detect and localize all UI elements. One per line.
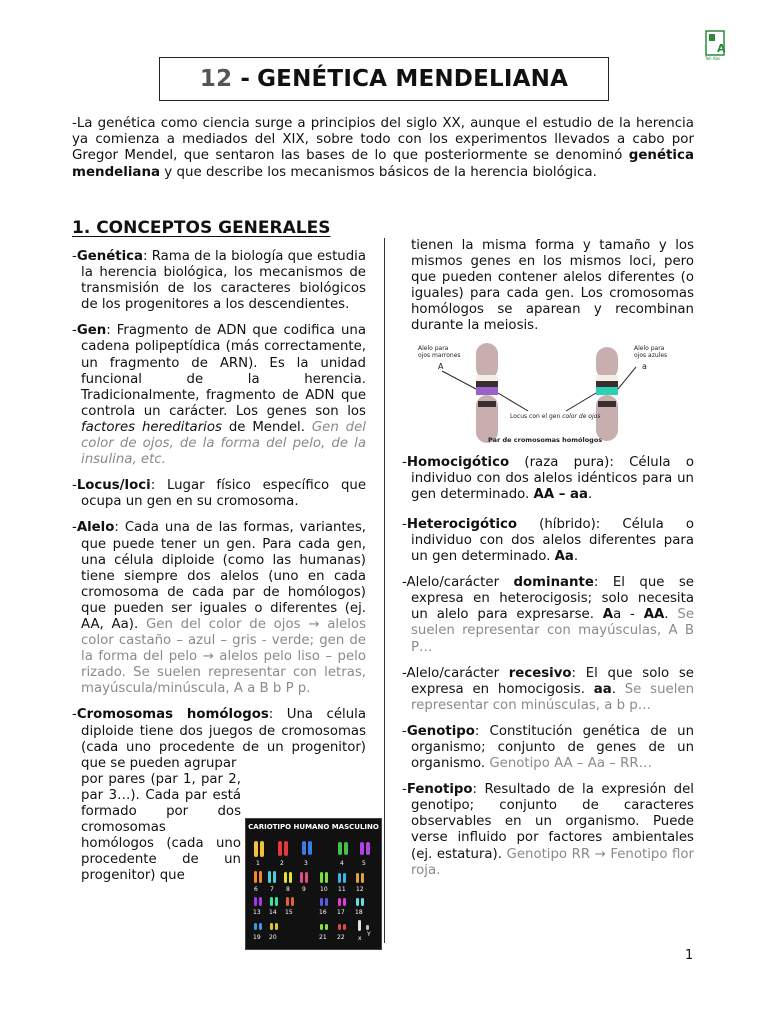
right-column <box>402 238 694 889</box>
svg-text:22: 22 <box>337 934 345 941</box>
karyotype-image <box>245 818 382 950</box>
svg-text:2: 2 <box>280 860 284 867</box>
definition-genotipo: -Genotipo: Constitución genética de un organismo; conjunto de genes de un organismo. Genotipo AA – Aa – RR… <box>402 723 694 772</box>
svg-text:6: 6 <box>254 886 258 893</box>
svg-text:x: x <box>358 935 362 942</box>
svg-text:4: 4 <box>340 860 344 867</box>
intro-paragraph: -La genética como ciencia surge a principios del siglo XX, aunque el estudio de la herencia ya comienza a mediados del XIX, sobre todo con los experimentos llevados a cabo por Gregor Mendel, que sentaron las bases de lo que posteriormente se denominó genética mendeliana y que describe los mecanismos básicos de la herencia biológica. <box>72 116 694 180</box>
svg-text:7: 7 <box>270 886 274 893</box>
definition-recesivo: -Alelo/carácter recesivo: El que solo se expresa en homocigosis. aa. Se suelen representar con minúsculas, a b p… <box>402 665 695 713</box>
title-dash: - <box>240 66 251 92</box>
alelo-example: Gen del color de ojos → alelos color castaño – azul – gris - verde; gen de la forma del pelo → alelos pelo liso – pelo rizado. Se suelen representar con letras, mayúscula/minúscula, A a B b P p. <box>81 616 366 697</box>
svg-text:Locus con el gen color de ojos: Locus con el gen color de ojos <box>510 412 601 420</box>
svg-text:13: 13 <box>253 909 261 916</box>
page-title <box>159 57 609 101</box>
svg-text:20: 20 <box>269 934 277 941</box>
chapter-number: 12 <box>199 66 233 92</box>
svg-text:ojos marrones: ojos marrones <box>418 351 461 359</box>
section-heading: 1. CONCEPTOS GENERALES <box>72 218 331 238</box>
school-logo <box>704 30 728 62</box>
svg-text:12: 12 <box>356 886 364 893</box>
definition-heterocigotico: -Heterocigótico (híbrido): Célula o individuo con dos alelos diferentes para un gen determinado. Aa. <box>402 516 694 565</box>
svg-text:Tell Abs: Tell Abs <box>705 56 721 61</box>
definition-dominante: -Alelo/carácter dominante: El que se expresa en heterocigosis; solo necesita un alelo para expresarse. Aa - AA. Se suelen representar con mayúsculas, A B P… <box>402 575 694 655</box>
karyotype-chromosomes <box>246 831 381 946</box>
definition-gen: -Gen: Fragmento de ADN que codifica una cadena polipeptídica (más correctamente, un fragmento de ARN). Es la unidad funcional de la herencia. Tradicionalmente, fragmento de ADN que controla un carácter. Los genes son los factores hereditarios de Mendel. Gen del color de ojos, de la forma del pelo, de la insulina, etc. <box>72 323 366 468</box>
page-number: 1 <box>685 948 694 963</box>
svg-text:19: 19 <box>253 934 261 941</box>
svg-text:Y: Y <box>367 931 371 938</box>
definition-alelo: -Alelo: Cada una de las formas, variantes, que puede tener un gen. Para cada gen, una célula diploide (como las humanas) tiene siempre dos alelos (uno en cada cromosoma de cada par de homólogos) que pueden ser iguales o diferentes (ej. AA, Aa). Gen del color de ojos → alelos color castaño – azul – gris - verde; gen de la forma del pelo → alelos pelo liso – pelo rizado. Se suelen representar con letras, mayúscula/minúscula, A a B b P p. <box>72 520 366 697</box>
definition-homocigotico: -Homocigótico (raza pura): Célula o individuo con dos alelos idénticos para un gen determinado. AA – aa. <box>402 454 694 502</box>
definition-cromosomas-homologos: -Cromosomas homólogos: Una célula diploide tiene dos juegos de cromosomas (cada uno procedente de un progenitor) que se pueden agrupar <box>72 707 367 771</box>
svg-text:9: 9 <box>302 886 306 893</box>
definition-fenotipo: -Fenotipo: Resultado de la expresión del genotipo; conjunto de caracteres observables en un organismo. Puede verse influido por factores ambientales (ej. estatura). Genotipo RR → Fenotipo flor roja. <box>402 782 694 878</box>
svg-text:15: 15 <box>285 909 293 916</box>
svg-text:5: 5 <box>362 860 366 867</box>
svg-text:10: 10 <box>320 886 328 893</box>
svg-text:3: 3 <box>304 860 308 867</box>
svg-text:1: 1 <box>256 860 260 867</box>
cromosomas-continuation: tienen la misma forma y tamaño y los mismos genes en los mismos loci, pero que pueden contener alelos diferentes (o iguales) para cada gen. Los cromosomas homólogos se aparean y recombinan durante la meiosis. <box>411 238 694 334</box>
svg-text:17: 17 <box>337 909 345 916</box>
svg-text:11: 11 <box>338 886 346 893</box>
definition-locus: -Locus/loci: Lugar físico específico que ocupa un gen en su cromosoma. <box>72 478 366 510</box>
allele-A-label: A <box>438 361 444 371</box>
figure-caption: Par de cromosomas homólogos <box>488 435 603 444</box>
title-text: GENÉTICA MENDELIANA <box>257 66 569 92</box>
svg-text:21: 21 <box>319 934 327 941</box>
svg-text:14: 14 <box>269 909 277 916</box>
allele-a-label: a <box>642 361 647 371</box>
svg-text:18: 18 <box>355 909 363 916</box>
column-divider <box>384 238 385 943</box>
svg-text:A: A <box>717 42 726 55</box>
svg-text:Alelo para: Alelo para <box>634 344 665 352</box>
svg-text:16: 16 <box>319 909 327 916</box>
svg-text:Alelo para: Alelo para <box>418 344 449 352</box>
homologous-chromosomes-figure <box>408 341 678 447</box>
svg-text:ojos azules: ojos azules <box>634 351 668 359</box>
karyotype-caption: CARIOTIPO HUMANO MASCULINO <box>248 823 379 831</box>
svg-text:8: 8 <box>286 886 290 893</box>
definition-genetica: -Genética: Rama de la biología que estudia la herencia biológica, los mecanismos de transmisión de los caracteres biológicos de los progenitores a los descendientes. <box>72 249 366 313</box>
left-column: -Genética: Rama de la biología que estudia la herencia biológica, los mecanismos de transmisión de los caracteres biológicos de los progenitores a los descendientes. -Gen: Fragmento de ADN que codifica una cadena polipeptídica (más correctamente, un fragmento de ARN). Es la unidad funcional de la herencia. Tradicionalmente, fragmento de ADN que controla un carácter. Los genes son los factores hereditarios de Mendel. Gen del color de ojos, de la forma del pelo, de la insulina, etc. -Locus/loci: Lugar físico específico que ocupa un gen en su cromosoma. -Alelo: Cada una de las formas, variantes, que puede tener un gen. Para cada gen, una célula diploide (como las humanas) tiene siempre dos alelos (uno en cada cromosoma de cada par de homólogos) que pueden ser iguales o diferentes (ej. AA, Aa). Gen del color de ojos → alelos color castaño – azul – gris - verde; gen de la forma del pelo → alelos pelo liso – pelo rizado. Se suelen representar con letras, mayúscula/minúscula, A a B b P p. -Cromosomas homólogos: Una célula diploide tiene dos juegos de cromosomas (cada uno procedente de un progenitor) que se pueden agrupar por pares (par 1, par 2, par 3…). Cada par está formado por dos cromosomas homólogos (cada uno procedente de un progenitor) que <box>72 249 367 884</box>
